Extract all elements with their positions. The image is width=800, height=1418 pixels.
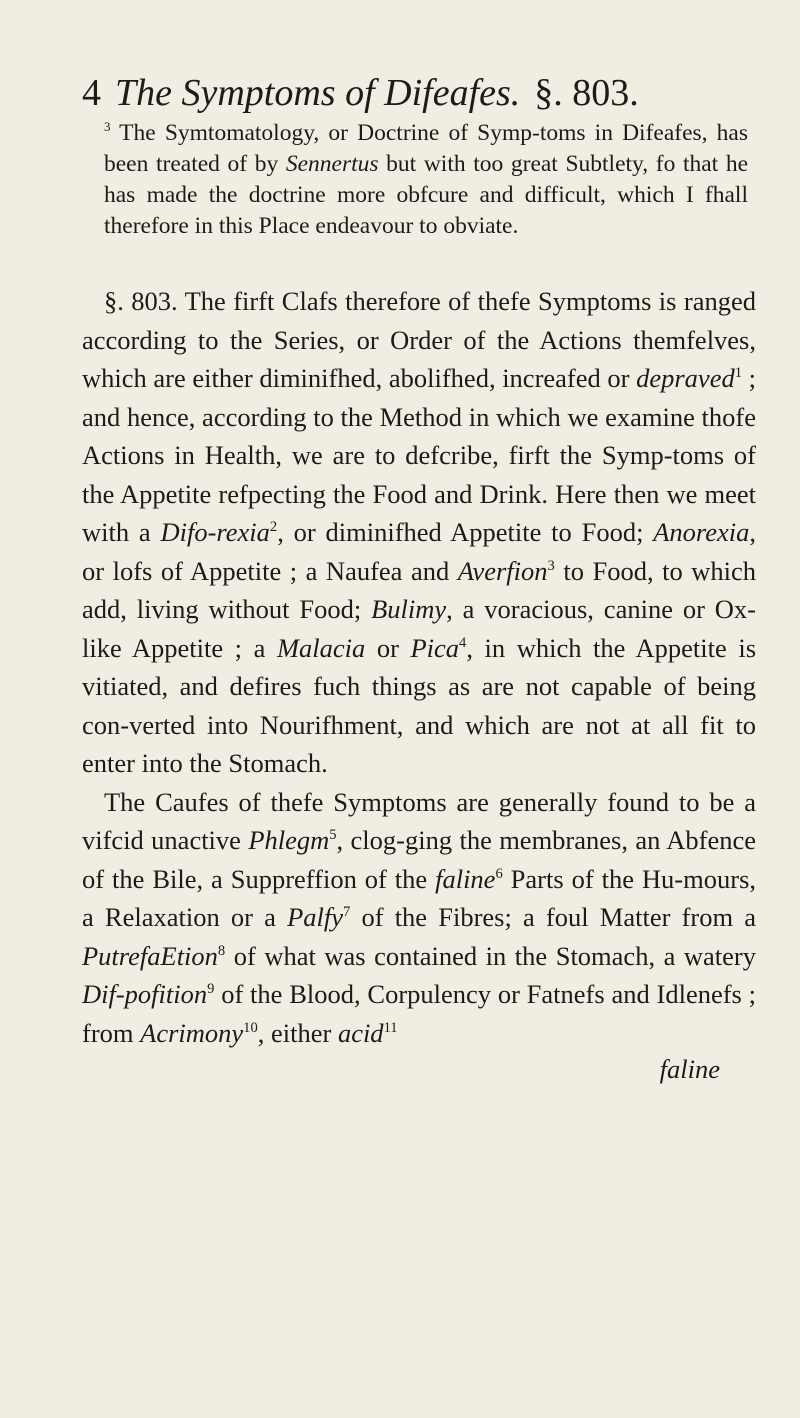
note-ref: 3 (547, 557, 555, 574)
page-number: 4 (82, 72, 101, 114)
note-ref: 11 (383, 1019, 398, 1036)
term-palsy: Palfy (287, 902, 343, 932)
text-run: §. 803. The firft Clafs therefore of thefe Symptoms is ranged according to the Series, or Order of the Actions themfelves, which are either diminifhed, abolifhed, increafed or (82, 286, 756, 393)
text-run: of what was contained in the Stomach, a watery (233, 940, 756, 971)
term-phlegm: Phlegm (248, 825, 330, 855)
catchword: faline (659, 1054, 720, 1084)
footnote-marker: 3 (104, 118, 111, 134)
note-ref: 2 (269, 518, 278, 535)
term-dysorexia: Difo-rexia (160, 517, 270, 547)
paragraph-803 (82, 282, 756, 783)
term-aversion: Averfion (457, 555, 548, 586)
footnote-text-cont: but with too great Subtlety, fo that he has made the doctrine more obfcure and difficult, which I fhall therefore in this Place endeavour to obviate. (104, 151, 749, 239)
term-putrefaction: PutrefaEtion (82, 940, 218, 971)
text-run: of the Fibres; a foul Matter from a (361, 902, 757, 932)
note-ref: 6 (495, 865, 503, 882)
note-ref: 9 (207, 980, 215, 997)
text-run: ; and hence, according to the Method in which we examine thofe Actions in Health, we are to defcribe, firft the Symp-toms of the Appetite refpecting the Food and Drink. Here then we meet with a (82, 363, 757, 547)
text-run: , a voracious, canine or Ox-like Appetite ; a (82, 594, 756, 663)
text-run: Parts of the Hu-mours, a Relaxation or a (82, 863, 757, 932)
section-number: §. 803. (534, 72, 639, 114)
text-run: , clog-ging the membranes, an Abfence of the Bile, a Suppreffion of the (82, 825, 756, 894)
footnote (104, 118, 748, 242)
note-ref: 1 (734, 364, 742, 381)
footnote-author: Sennertus (285, 151, 379, 177)
running-head (82, 70, 760, 118)
term-acid: acid (337, 1017, 384, 1048)
text-run: , or diminifhed Appetite to Food; (277, 517, 644, 547)
note-ref: 8 (217, 942, 226, 959)
text-run: The Caufes of thefe Symptoms are generally found to be a vifcid unactive (82, 786, 756, 855)
text-run: or (376, 632, 399, 663)
text-run: , or lofs of Appetite ; a Naufea and (82, 517, 757, 586)
term-acrimony: Acrimony (140, 1017, 244, 1048)
term-depraved: depraved (636, 363, 735, 393)
main-text (82, 282, 756, 1052)
footnote-text: The Symtomatology, or Doctrine of Symp-toms in Difeafes, has been treated of by (104, 120, 748, 177)
paragraph-causes (82, 783, 756, 1053)
note-ref: 10 (243, 1019, 258, 1036)
text-run: , either (257, 1017, 332, 1048)
term-pica: Pica (410, 632, 460, 663)
term-disposition: Dif-pofition (82, 979, 208, 1009)
note-ref: 5 (329, 826, 337, 843)
term-saline: faline (435, 863, 496, 894)
note-ref: 7 (343, 903, 351, 920)
text-run: of the Blood, Corpulency or Fatnefs and Idlenefs ; from (82, 979, 756, 1048)
text-run: to Food, to which add, living without Food; (82, 555, 757, 624)
term-bulimy: Bulimy (371, 594, 447, 624)
note-ref: 4 (459, 634, 467, 651)
text-run: , in which the Appetite is vitiated, and defires fuch things as are not capable of being con-verted into Nourifhment, and which are not at all fit to enter into the Stomach. (82, 632, 757, 778)
term-malacia: Malacia (276, 632, 366, 663)
term-anorexia: Anorexia (653, 517, 750, 547)
running-title: The Symptoms of Difeafes. (115, 72, 521, 114)
